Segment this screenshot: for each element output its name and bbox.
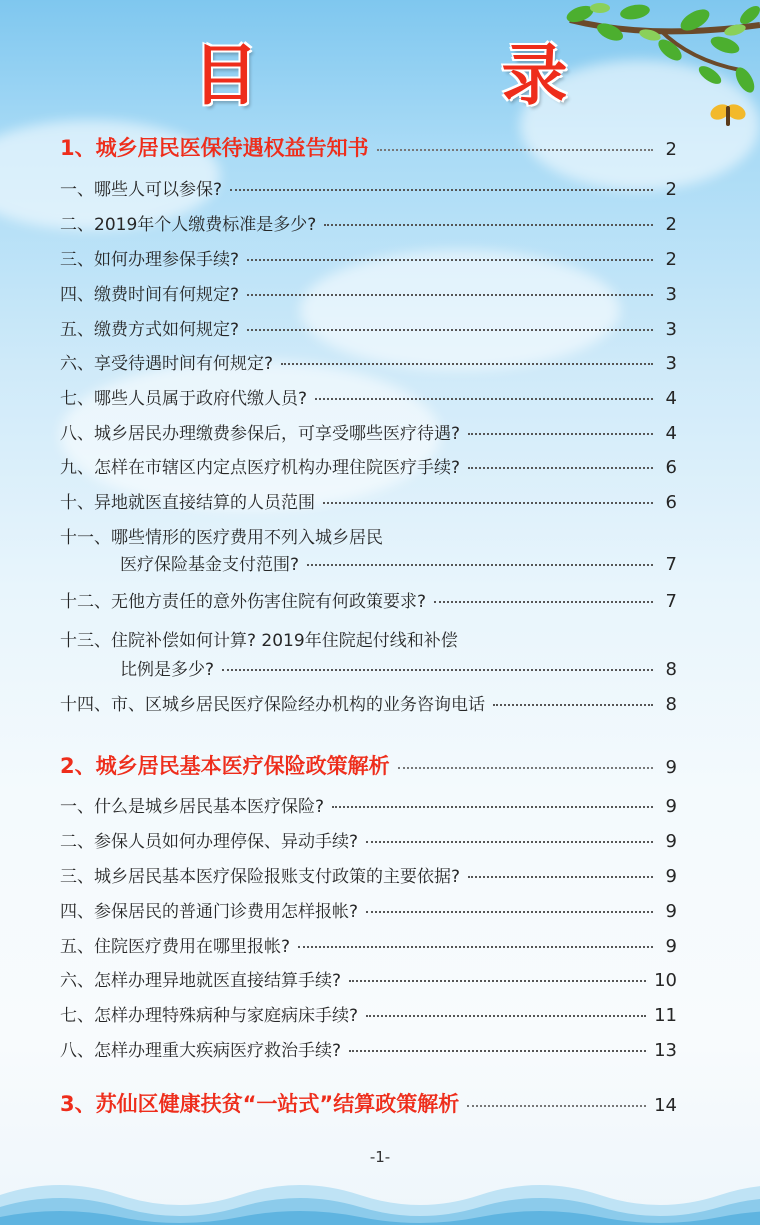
page-number: 6 <box>665 457 677 478</box>
page-number: 9 <box>665 936 677 957</box>
page-number: 2 <box>665 214 677 235</box>
page-number: 2 <box>665 139 677 160</box>
entry-label: 二、2019年个人缴费标准是多少? <box>60 215 317 235</box>
leader-dots <box>468 433 653 435</box>
entry-label: 十四、市、区城乡居民医疗保险经办机构的业务咨询电话 <box>60 695 485 715</box>
entry-label: 九、怎样在市辖区内定点医疗机构办理住院医疗手续? <box>60 458 461 478</box>
toc-entry[interactable] <box>60 280 677 305</box>
toc-entry[interactable] <box>60 587 677 612</box>
page-number: 6 <box>665 492 677 513</box>
leader-dots <box>247 329 653 331</box>
entry-label: 三、城乡居民基本医疗保险报账支付政策的主要依据? <box>60 867 461 887</box>
leader-dots <box>247 259 653 261</box>
toc-entry-line1[interactable]: 十三、住院补偿如何计算? 2019年住院起付线和补偿 <box>60 631 458 651</box>
page-number: 8 <box>665 694 677 715</box>
entry-label: 八、怎样办理重大疾病医疗救治手续? <box>60 1041 342 1061</box>
entry-label: 一、哪些人可以参保? <box>60 180 223 200</box>
leader-dots <box>398 767 653 769</box>
toc-entry[interactable] <box>60 792 677 817</box>
entry-label: 五、住院医疗费用在哪里报帐? <box>60 937 291 957</box>
page-number: 9 <box>665 757 677 778</box>
page-number: 14 <box>654 1095 677 1116</box>
leader-dots <box>434 601 653 603</box>
toc-entry[interactable] <box>60 245 677 270</box>
toc-entry[interactable] <box>60 932 677 957</box>
page-number: 9 <box>665 831 677 852</box>
page-number: 7 <box>665 554 677 575</box>
page-number: 8 <box>665 659 677 680</box>
section-title: 3、苏仙区健康扶贫“一站式”结算政策解析 <box>60 1092 460 1116</box>
toc-entry[interactable] <box>60 419 677 444</box>
leader-dots <box>298 946 653 948</box>
leader-dots <box>230 189 653 191</box>
toc-entry[interactable] <box>60 210 677 235</box>
page-number: 13 <box>654 1040 677 1061</box>
page-number: 3 <box>665 353 677 374</box>
toc-entry[interactable] <box>60 315 677 340</box>
entry-label: 七、哪些人员属于政府代缴人员? <box>60 389 308 409</box>
page-number: 7 <box>665 591 677 612</box>
entry-label: 八、城乡居民办理缴费参保后，可享受哪些医疗待遇? <box>60 424 461 444</box>
leader-dots <box>349 980 646 982</box>
leader-dots <box>315 398 653 400</box>
leader-dots <box>468 876 653 878</box>
toc-section-2[interactable] <box>60 750 677 780</box>
toc-section-3[interactable] <box>60 1088 677 1118</box>
entry-label: 五、缴费方式如何规定? <box>60 320 240 340</box>
page-number: 2 <box>665 179 677 200</box>
entry-label: 医疗保险基金支付范围? <box>120 555 300 575</box>
leader-dots <box>468 467 653 469</box>
leader-dots <box>467 1105 646 1107</box>
leader-dots <box>332 806 653 808</box>
toc-entry[interactable] <box>120 550 677 575</box>
toc-entry[interactable] <box>60 966 677 991</box>
leader-dots <box>323 502 653 504</box>
entry-label: 六、怎样办理异地就医直接结算手续? <box>60 971 342 991</box>
page-number: 9 <box>665 796 677 817</box>
page-number: 9 <box>665 901 677 922</box>
toc-entry[interactable] <box>60 690 677 715</box>
toc-entry[interactable] <box>60 897 677 922</box>
leader-dots <box>366 1015 646 1017</box>
leader-dots <box>247 294 653 296</box>
entry-label: 十、异地就医直接结算的人员范围 <box>60 493 315 513</box>
page-number: 4 <box>665 423 677 444</box>
leader-dots <box>307 564 653 566</box>
page-number: 3 <box>665 284 677 305</box>
toc-entry[interactable] <box>60 349 677 374</box>
entry-label: 一、什么是城乡居民基本医疗保险? <box>60 797 325 817</box>
leader-dots <box>377 149 653 151</box>
leader-dots <box>222 669 653 671</box>
toc-entry-line1[interactable]: 十一、哪些情形的医疗费用不列入城乡居民 <box>60 528 383 548</box>
leader-dots <box>366 841 653 843</box>
toc-entry[interactable] <box>60 453 677 478</box>
toc-entry[interactable] <box>60 1001 677 1026</box>
toc-entry[interactable] <box>60 827 677 852</box>
footer-page-number: -1- <box>369 1148 391 1166</box>
entry-label: 十二、无他方责任的意外伤害住院有何政策要求? <box>60 592 427 612</box>
toc-entry[interactable] <box>120 655 677 680</box>
page-number: 4 <box>665 388 677 409</box>
leader-dots <box>281 363 653 365</box>
toc-entry[interactable] <box>60 862 677 887</box>
page-number: 3 <box>665 319 677 340</box>
page-number: 9 <box>665 866 677 887</box>
entry-label: 七、怎样办理特殊病种与家庭病床手续? <box>60 1006 359 1026</box>
leader-dots <box>493 704 653 706</box>
toc-entry[interactable] <box>60 488 677 513</box>
entry-label: 四、缴费时间有何规定? <box>60 285 240 305</box>
leader-dots <box>366 911 653 913</box>
leader-dots <box>324 224 653 226</box>
wave-decoration <box>0 1165 760 1225</box>
page-number: 2 <box>665 249 677 270</box>
entry-label: 六、享受待遇时间有何规定? <box>60 354 274 374</box>
toc-entry[interactable] <box>60 1036 677 1061</box>
entry-label: 四、参保居民的普通门诊费用怎样报帐? <box>60 902 359 922</box>
section-title: 2、城乡居民基本医疗保险政策解析 <box>60 754 390 778</box>
entry-label: 三、如何办理参保手续? <box>60 250 240 270</box>
entry-label: 二、参保人员如何办理停保、异动手续? <box>60 832 359 852</box>
leader-dots <box>349 1050 646 1052</box>
toc-entry[interactable] <box>60 175 677 200</box>
page-title: 目 录 <box>192 36 678 114</box>
page-number: 11 <box>654 1005 677 1026</box>
entry-label: 比例是多少? <box>120 660 215 680</box>
toc-section-1[interactable] <box>60 132 677 162</box>
section-title: 1、城乡居民医保待遇权益告知书 <box>60 136 369 160</box>
toc-entry[interactable] <box>60 384 677 409</box>
page-number: 10 <box>654 970 677 991</box>
